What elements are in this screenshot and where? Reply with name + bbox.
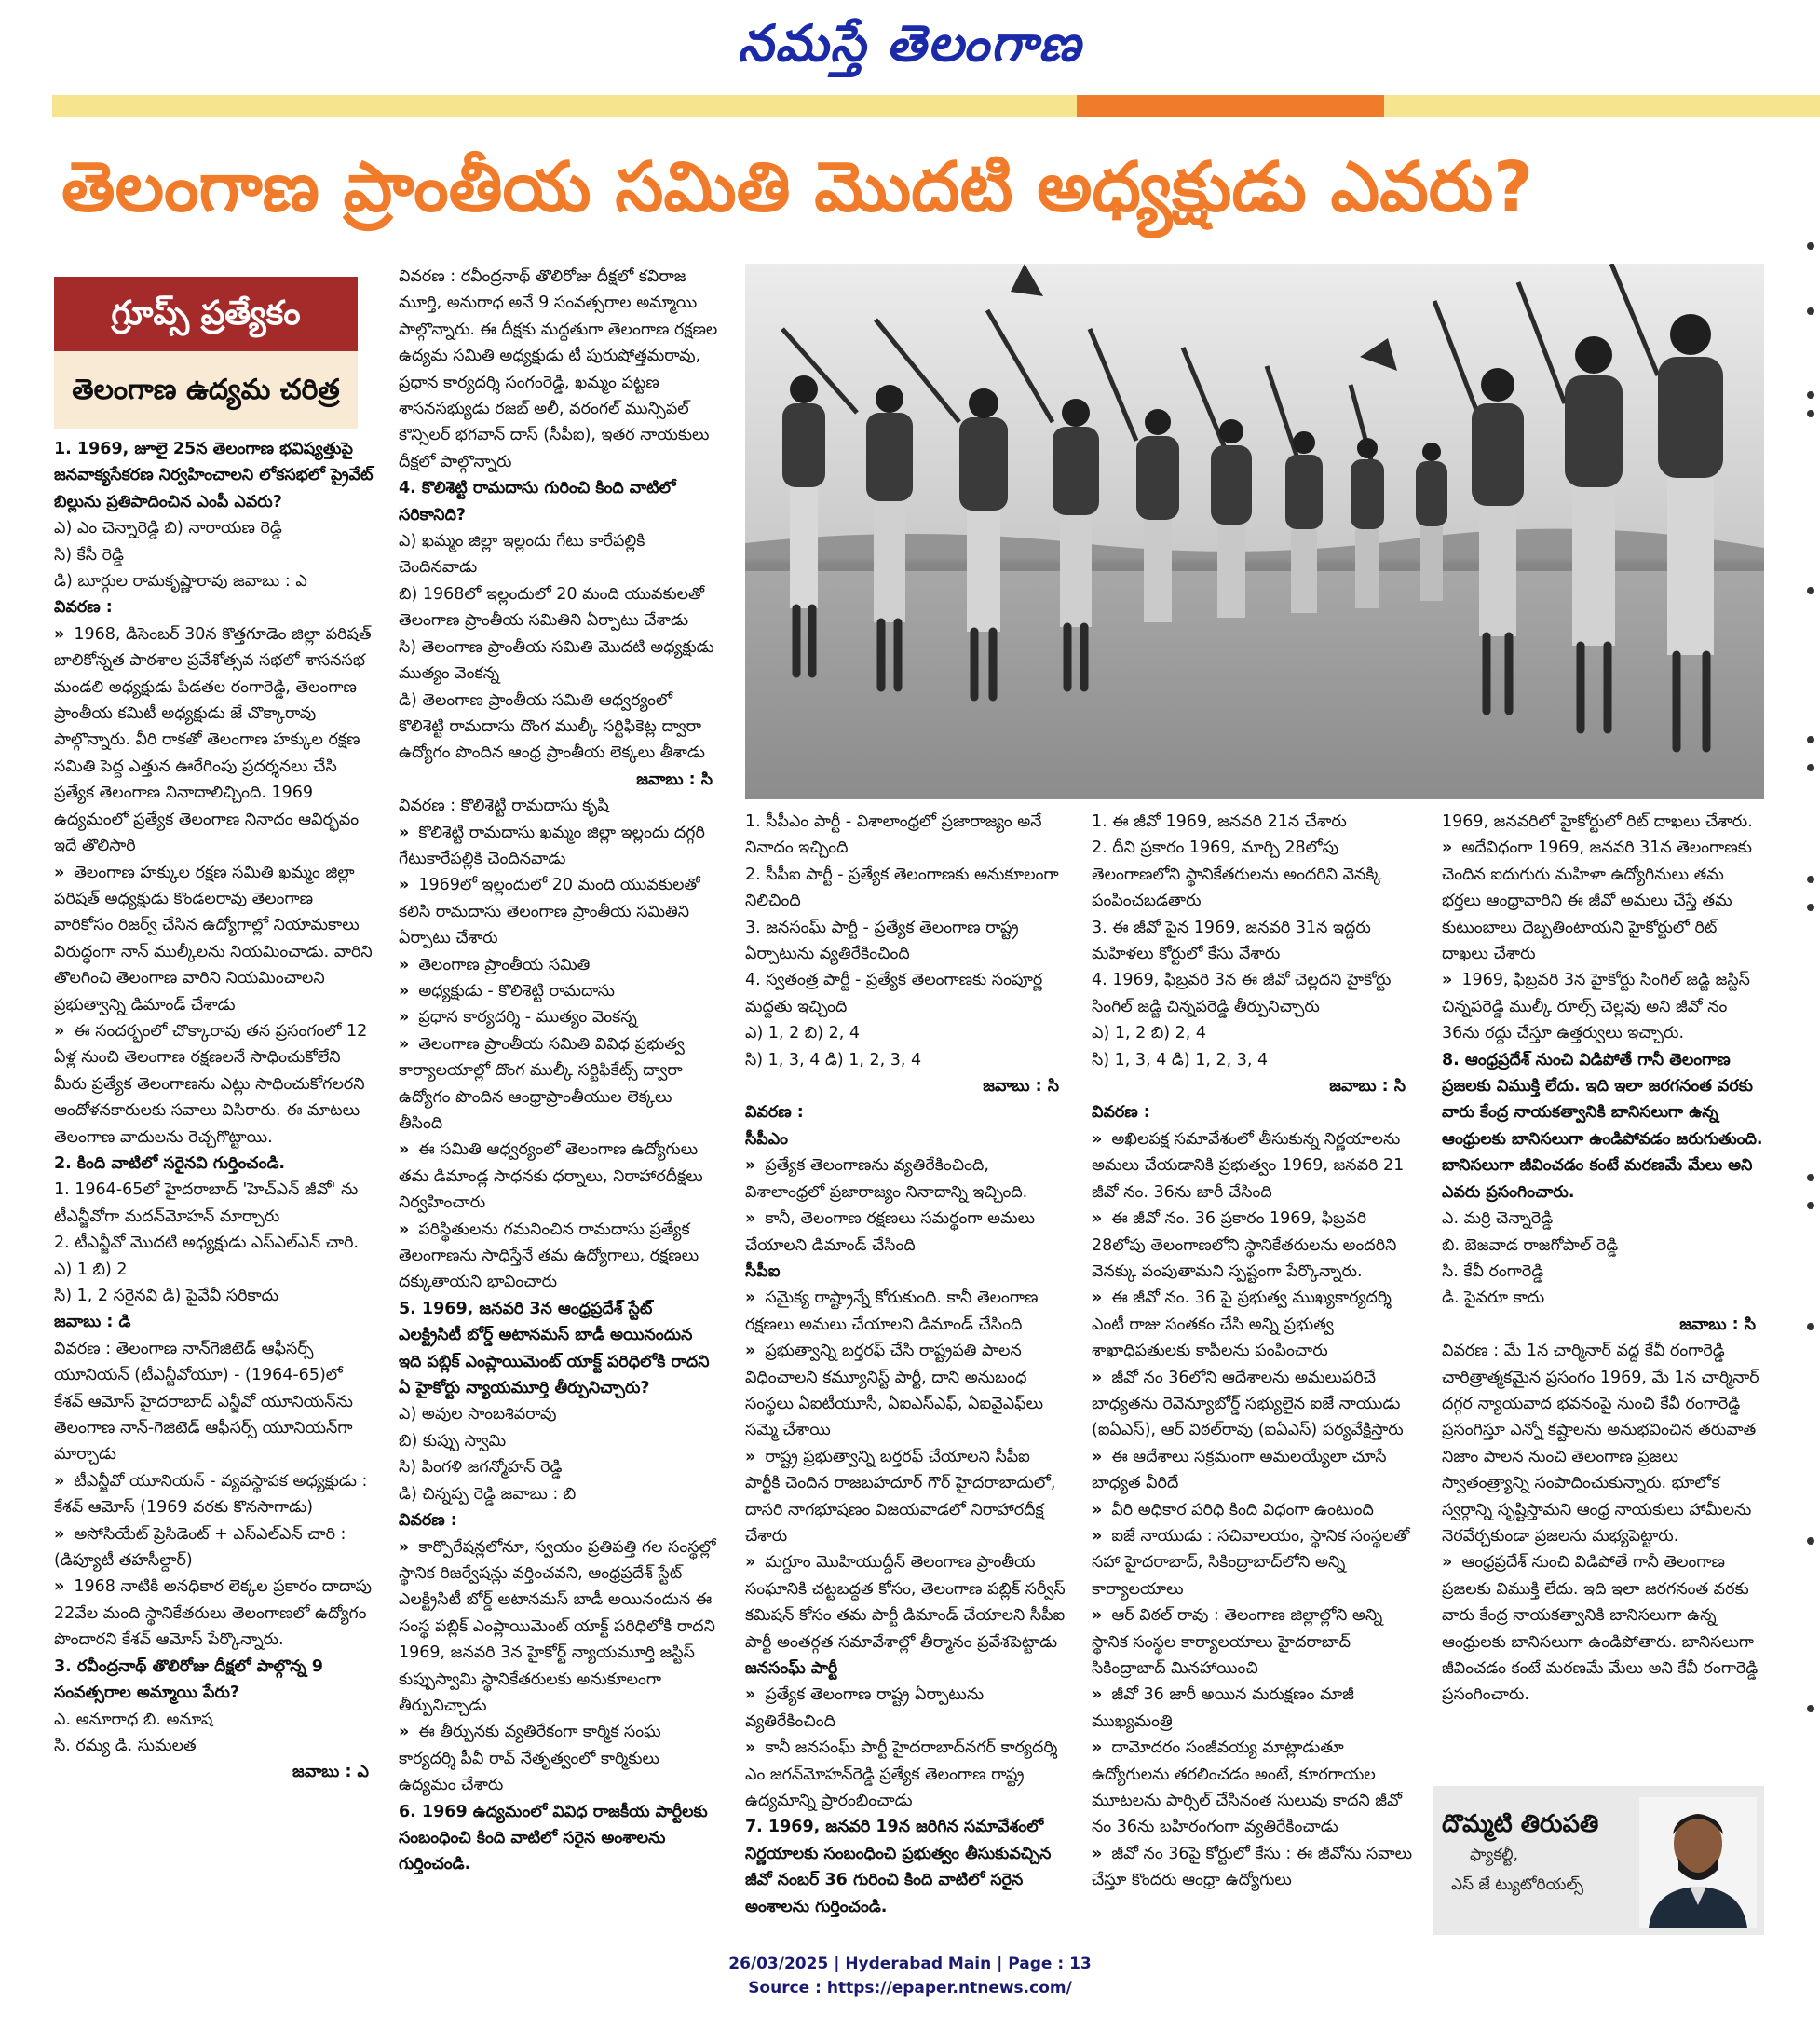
section-label: జనసంఘ్ పార్టీ [745, 1659, 838, 1678]
header-rule-accent [1077, 95, 1384, 117]
option-text: 3. జనసంఘ్ పార్టీ - ప్రత్యేక తెలంగాణ రాష్ట్ర ఏర్పాటును వ్యతిరేకించింది [745, 918, 1019, 964]
newspaper-logo: నమస్తే తెలంగాణ [738, 13, 1082, 73]
option-text: వివరణ : మే 1న చార్మినార్ వద్ద కేవీ రంగారెడ్డి చారిత్రాత్మకమైన ప్రసంగం 1969, మే 1న చార్మినార్ దగ్గర న్యాయవాద భవనంపై నుంచి కేవీ రంగారెడ్డి ప్రసంగిస్తూ ఎన్నో కష్టాలను అనుభవించిన తరువాత నిజాం పాలన నుంచి తెలంగాణ ప్రజలు స్వాతంత్ర్యాన్ని సంపాదించుకున్నారు. భూలోక స్వర్గాన్ని సృష్టిస్తామని ఆంధ్ర నాయకులు హామీలను నెరవేర్చకుండా ప్రజలను మభ్యపెట్టారు. [1442, 1342, 1759, 1546]
section-tag: గ్రూప్స్ ప్రత్యేకం [54, 277, 358, 351]
masthead [0, 0, 1820, 89]
author-name: దొమ్మటి తిరుపతి [1442, 1810, 1599, 1838]
bullet-point: » జీవో నం 36పై కోర్టులో కేసు : ఈ జీవోను సవాలు చేస్తూ కొందరు ఆంధ్రా ఉద్యోగులు [1092, 1841, 1413, 1894]
article-column-5 [1442, 809, 1763, 1787]
footer-source: Source : https://epaper.ntnews.com/ [748, 1979, 1072, 1997]
section-label: జవాబు : డి [54, 1313, 131, 1332]
bullet-point: » అదేవిధంగా 1969, జనవరి 31న తెలంగాణకు చెందిన ఐదుగురు మహిళా ఉద్యోగినులు తమ భర్తలు ఆంధ్రావారిని ఈ జీవో అమలు చేస్తే తమ కుటుంబాలు దెబ్బతింటాయని హైకోర్టులో రిట్ దాఖలు చేశారు [1442, 835, 1763, 967]
question-text: 6. 1969 ఉద్యమంలో వివిధ రాజకీయ పార్టీలకు సంబంధించి కింది వాటిలో సరైన అంశాలను గుర్తించండి. [399, 1802, 708, 1874]
edge-bullet [1807, 1537, 1814, 1545]
edge-bullet [1807, 904, 1814, 911]
article-column-3 [745, 809, 1066, 1927]
photo-illustration [745, 264, 1764, 799]
option-text: డి. పైవరూ కాదు [1442, 1288, 1545, 1308]
bullet-point: » ఈ జీవో నం. 36 ప్రకారం 1969, ఫిబ్రవరి 28లోపు తెలంగాణలోని స్థానికేతరులను అందరిని వెనక్కు పంపుతామని స్పష్టంగా పేర్కొన్నారు. [1092, 1206, 1413, 1285]
question-text: 2. కింది వాటిలో సరైనవి గుర్తించండి. [54, 1153, 286, 1173]
bullet-point: » ఈ జీవో నం. 36 పై ప్రభుత్వ ముఖ్యకార్యదర్శి ఎంటీ రాజు సంతకం చేసి అన్ని ప్రభుత్వ శాఖాధిపతులకు కాపీలను పంపించారు [1092, 1285, 1413, 1364]
bullet-point: » 1969లో ఇల్లందులో 20 మంది యువకులతో కలిసి రామదాసు తెలంగాణ ప్రాంతీయ సమితిని ఏర్పాటు చేశారు [399, 872, 720, 951]
bullet-point: » దామోదరం సంజీవయ్య మాట్లాడుతూ ఉద్యోగులను తరలించడం అంటే, కూరగాయల మూటలను పార్సిల్ చేసినంత సులువు కాదని జీవో నం 36ను బహిరంగంగా వ్యతిరేకించాడు [1092, 1735, 1413, 1841]
option-text: 1. సీపీఎం పార్టీ - విశాలాంధ్రలో ప్రజారాజ్యం అనే నినాదం ఇచ్చింది [745, 812, 1042, 858]
bullet-point: » ప్రత్యేక తెలంగాణ రాష్ట్ర ఏర్పాటును వ్యతిరేకించింది [745, 1682, 1066, 1735]
option-text: డి) తెలంగాణ ప్రాంతీయ సమితి ఆధ్వర్యంలో కొలిశెట్టి రామదాసు దొంగ ముల్కీ సర్టిఫికెట్ల ద్వారా ఉద్యోగం పొందిన ఆంధ్ర ప్రాంతీయ లెక్కలు తీశాడు [399, 690, 705, 763]
article-column-4 [1092, 809, 1413, 1927]
footer-date-edition: 26/03/2025 | Hyderabad Main | Page : 13 [728, 1955, 1092, 1973]
question-text: 7. 1969, జనవరి 19న జరిగిన సమావేశంలో నిర్ణయాలకు సంబంధించి ప్రభుత్వం తీసుకువచ్చిన జీవో నంబర్ 36 గురించి కింది వాటిలో సరైన అంశాలను గుర్తించండి. [745, 1818, 1052, 1916]
option-text: సి) 1, 2 సరైనవి డి) పైవేవీ సరికాదు [54, 1287, 279, 1305]
edge-bullet [1807, 1323, 1814, 1330]
edge-bullet [1807, 764, 1814, 771]
author-role: ఫ్యాకల్టీ, [1470, 1846, 1519, 1864]
bullet-point: » ప్రధాన కార్యదర్శి - ముత్యం వెంకన్న [399, 1004, 720, 1030]
option-text: సి) తెలంగాణ ప్రాంతీయ సమితి మొదటి అధ్యక్షుడు ముత్యం వెంకన్న [399, 637, 714, 684]
edge-bullet [1807, 242, 1814, 250]
section-label: వివరణ : [54, 598, 113, 618]
option-text: 1. ఈ జీవో 1969, జనవరి 21న చేశారు [1092, 812, 1347, 831]
answer-key: జవాబు : సి [1679, 1315, 1756, 1334]
option-text: వివరణ : రవీంద్రనాథ్ తొలిరోజు దీక్షలో కవిరాజ మూర్తి, అనురాధ అనే 9 సంవత్సరాల అమ్మాయి పాల్గొన్నారు. ఈ దీక్షకు మద్దతుగా తెలంగాణ రక్షణల ఉద్యమ సమితి అధ్యక్షుడు టీ పురుషోత్తమరావు, ప్రధాన కార్యదర్శి సంగంరెడ్డి, ఖమ్మం పట్టణ శాసనసభ్యుడు రజబ్ అలీ, వరంగల్ మున్సిపల్ కౌన్సిలర్ భగవాన్ దాస్ (సీపీఐ), ఇతర నాయకులు దీక్షలో పాల్గొన్నారు [399, 267, 718, 471]
edge-bullet [1807, 391, 1814, 399]
question-text: 1. 1969, జూలై 25న తెలంగాణ భవిష్యత్తుపై జనవాక్యసేకరణ నిర్వహించాలని లోకసభలో ప్రైవేట్ బిల్లును ప్రతిపాదించిన ఎంపీ ఎవరు? [54, 440, 374, 511]
bullet-point: » ఐజే నాయుడు : సచివాలయం, స్థానిక సంస్థలతో సహా హైదరాబాద్, సికింద్రాబాద్‌లోని అన్ని కార్యాలయాలు [1092, 1523, 1413, 1602]
option-text: సి) కేసీ రెడ్డి [54, 545, 124, 565]
bullet-point: » రాష్ట్ర ప్రభుత్వాన్ని బర్తరఫ్ చేయాలని సీపీఐ పార్టీకి చెందిన రాజబహదూర్ గౌర్ హైదరాబాదులో, దాసరి నాగభూషణం విజయవాడలో నిరాహారదీక్ష చేశారు [745, 1444, 1066, 1550]
section-label: వివరణ : [1092, 1103, 1150, 1123]
option-text: వివరణ : తెలంగాణ నాన్‌గెజిటెడ్ ఆఫీసర్స్ యూనియన్ (టీఎన్జీవోయూ) - (1964-65)లో కేశవ్ ఆమోస్ హైదరాబాద్ ఎన్జీవో యూనియన్‌ను తెలంగాణ నాన్-గెజిటెడ్ ఆఫీసర్స్ యూనియన్‌గా మార్చాడు [54, 1339, 353, 1465]
option-text: బి) 1968లో ఇల్లందులో 20 మంది యువకులతో తెలంగాణ ప్రాంతీయ సమితిని ఏర్పాటు చేశాడు [399, 584, 705, 631]
answer-key: జవాబు : సి [1329, 1077, 1406, 1097]
bullet-point: » కార్పొరేషన్లలోనూ, స్వయం ప్రతిపత్తి గల సంస్థల్లో స్థానిక రిజర్వేషన్లు వర్తించవని, ఆంధ్రప్రదేశ్ స్టేట్ ఎలక్ట్రిసిటీ బోర్డ్ అటానమస్ బాడీ అయినందున ఈ సంస్థ పబ్లిక్ ఎంప్లాయిమెంట్ యాక్ట్ పరిధిలోకి రాదని 1969, జనవరి 3న హైకోర్ట్ న్యాయమూర్తి జస్టిస్ కుప్పుస్వామి స్థానికేతరులకు అనుకూలంగా తీర్పునిచ్చాడు [399, 1534, 720, 1720]
question-text: 3. రవీంద్రనాథ్ తొలిరోజు దీక్షలో పాల్గొన్న 9 సంవత్సరాల అమ్మాయి పేరు? [54, 1656, 323, 1703]
section-label: వివరణ : [399, 1511, 457, 1531]
option-text: 2. టీఎన్జీవో మొదటి అధ్యక్షుడు ఎస్ఎల్ఎన్ చారి. [54, 1233, 360, 1253]
option-text: సి) 1, 3, 4 డి) 1, 2, 3, 4 [1092, 1050, 1269, 1070]
bullet-point: » ప్రత్యేక తెలంగాణను వ్యతిరేకించింది, విశాలాంధ్రలో ప్రజారాజ్యం నినాదాన్ని ఇచ్చింది. [745, 1152, 1066, 1206]
answer-key: జవాబు : సి [983, 1077, 1059, 1097]
bullet-point: » కానీ జనసంఘ్ పార్టీ హైదరాబాద్‌నగర్ కార్యదర్శి ఎం జగన్‌మోహన్‌రెడ్డి ప్రత్యేక తెలంగాణ రాష్ట్ర ఉద్యమాన్ని ప్రారంభించాడు [745, 1735, 1066, 1814]
question-text: 8. ఆంధ్రప్రదేశ్ నుంచి విడిపోతే గానీ తెలంగాణ ప్రజలకు విముక్తి లేదు. ఇది ఇలా జరగనంత వరకు వారు కేంద్ర నాయకత్వానికి బానిసలుగా ఉన్న ఆంధ్రులకు బానిసలుగా ఉండిపోవడం జరుగుతుంది. బానిసలుగా జీవించడం కంటే మరణమే మేలు అని ఎవరు ప్రసంగించారు. [1442, 1050, 1763, 1202]
option-text: 1. 1964-65లో హైదరాబాద్ 'హెచ్ఎన్ జీవో' ను టీఎన్జీవోగా మదన్‌మోహన్ మార్చారు [54, 1180, 359, 1226]
option-text: 1969, జనవరిలో హైకోర్టులో రిట్ దాఖలు చేశారు. [1442, 812, 1753, 831]
option-text: 2. దీని ప్రకారం 1969, మార్చి 28లోపు తెలంగాణలోని స్థానికేతరులను అందరిని వెనక్కి పంపించబడతారు [1092, 838, 1382, 911]
page-headline: తెలంగాణ ప్రాంతీయ సమితి మొదటి అధ్యక్షుడు ఎవరు? [61, 147, 1534, 227]
bullet-point: » కొలిశెట్టి రామదాసు ఖమ్మం జిల్లా ఇల్లందు దగ్గరి గేటుకారేపల్లికి చెందినవాడు [399, 820, 720, 873]
bullet-point: » ఈ సందర్భంలో చొక్కారావు తన ప్రసంగంలో 12 ఏళ్ల నుంచి తెలంగాణ రక్షణలనే సాధించుకోలేని మీరు ప్రత్యేక తెలంగాణను ఎట్లు సాధించుకోగలరని ఆందోళనకారులకు సవాలు విసిరారు. ఈ మాటలు తెలంగాణ వాదులను రెచ్చగొట్టాయి. [54, 1018, 376, 1151]
author-box [1433, 1786, 1764, 1935]
option-text: వివరణ : కొలిశెట్టి రామదాసు కృషి [399, 797, 609, 816]
section-label: సీపీఎం [745, 1129, 789, 1149]
article-column-1 [54, 436, 376, 1922]
author-institute: ఎస్ జే ట్యుటోరియల్స్ [1451, 1875, 1584, 1894]
option-text: ఎ) 1, 2 బి) 2, 4 [745, 1024, 861, 1043]
article-column-2 [399, 264, 720, 1927]
option-text: ఎ. మర్రి చెన్నారెడ్డి [1442, 1209, 1554, 1229]
option-text: బి) కుప్పు స్వామి [399, 1431, 507, 1451]
edge-bullet [1807, 1705, 1814, 1712]
bullet-point: » ఆంధ్రప్రదేశ్ నుంచి విడిపోతే గానీ తెలంగాణ ప్రజలకు విముక్తి లేదు. ఇది ఇలా జరగనంత వరకు వారు కేంద్ర నాయకత్వానికి బానిసలుగా ఉన్న ఆంధ్రులకు బానిసలుగా ఉండిపోతారు. బానిసలుగా జీవించడం కంటే మరణమే మేలు అని కేవీ రంగారెడ్డి ప్రసంగించారు. [1442, 1549, 1763, 1708]
edge-bullet [1807, 410, 1814, 417]
bullet-point: » ఆర్ విఠల్ రావు : తెలంగాణ జిల్లాల్లోని అన్ని స్థానిక సంస్థల కార్యాలయాలు హైదరాబాద్ సికింద్రాబాద్ మినహాయించి [1092, 1602, 1413, 1682]
option-text: సి. రమ్య డి. సుమలత [54, 1736, 197, 1755]
bullet-point: » వీరి అధికార పరిధి కింది విధంగా ఉంటుంది [1092, 1497, 1413, 1523]
archival-photo-marchers [745, 264, 1764, 799]
option-text: సి) 1, 3, 4 డి) 1, 2, 3, 4 [745, 1050, 922, 1070]
bullet-point: » సమైక్య రాష్ట్రాన్నే కోరుకుంది. కానీ తెలంగాణ రక్షణలు అమలు చేయాలని డిమాండ్ చేసింది [745, 1285, 1066, 1338]
option-text: ఎ) 1, 2 బి) 2, 4 [1092, 1024, 1207, 1043]
option-text: 3. ఈ జీవో పైన 1969, జనవరి 31న ఇద్దరు మహిళలు కోర్టులో కేసు వేశారు [1092, 918, 1371, 964]
option-text: ఎ) ఎం చెన్నారెడ్డి బి) నారాయణ రెడ్డి [54, 519, 282, 538]
option-text: 4. స్వతంత్ర పార్టీ - ప్రత్యేక తెలంగాణకు సంపూర్ణ మద్దతు ఇచ్చింది [745, 971, 1043, 1016]
bullet-point: » తెలంగాణ ప్రాంతీయ సమితి వివిధ ప్రభుత్వ కార్యాలయాల్లో దొంగ ముల్కీ సర్టిఫికేట్స్ ద్వారా ఉద్యోగం పొందిన ఆంధ్రాప్రాంతీయుల లెక్కలు తీసింది [399, 1031, 720, 1138]
option-text: ఎ) 1 బి) 2 [54, 1260, 128, 1279]
bullet-point: » అధ్యక్షుడు - కొలిశెట్టి రామదాసు [399, 978, 720, 1004]
option-text: 4. 1969, ఫిబ్రవరి 3న ఈ జీవో చెల్లదని హైకోర్టు సింగిల్ జడ్జి చిన్నపరెడ్డి తీర్పునిచ్చారు [1092, 971, 1392, 1016]
bullet-point: » ఈ తీర్పునకు వ్యతిరేకంగా కార్మిక సంఘ కార్యదర్శి పీవీ రావ్ నేతృత్వంలో కార్మికులు ఉద్యమం చేశారు [399, 1719, 720, 1798]
edge-bullet [1807, 307, 1814, 315]
bullet-point: » 1969, ఫిబ్రవరి 3న హైకోర్టు సింగిల్ జడ్జి జస్టిస్ చిన్నపరెడ్డి ముల్కీ రూల్స్ చెల్లవు అని జీవో నం 36ను రద్దు చేస్తూ ఉత్తర్వులు ఇచ్చారు. [1442, 967, 1763, 1046]
option-text: సి) పింగళి జగన్మోహన్ రెడ్డి [399, 1458, 563, 1478]
bullet-point: » ఈ సమితి ఆధ్వర్యంలో తెలంగాణ ఉద్యోగులు తమ డిమాండ్ల సాధనకు ధర్నాలు, నిరాహారదీక్షలు నిర్వహించారు [399, 1137, 720, 1216]
bullet-point: » పరిస్థితులను గమనించిన రామదాసు ప్రత్యేక తెలంగాణను సాధిస్తేనే తమ ఉద్యోగాలు, రక్షణలు దక్కుతాయని భావించారు [399, 1217, 720, 1296]
topic-tag: తెలంగాణ ఉద్యమ చరిత్ర [54, 351, 358, 429]
bullet-point: » అసోసియేట్ ప్రెసిడెంట్ + ఎస్ఎల్ఎన్ చారి : (డిప్యూటీ తహసీల్దార్) [54, 1521, 376, 1574]
answer-key: జవాబు : ఎ [292, 1763, 369, 1782]
bullet-point: » కానీ, తెలంగాణ రక్షణలు సమర్థంగా అమలు చేయాలని డిమాండ్ చేసింది [745, 1206, 1066, 1259]
bullet-point: » జీవో 36 జారీ అయిన మరుక్షణం మాజీ ముఖ్యమంత్రి [1092, 1682, 1413, 1735]
bullet-point: » ఈ ఆదేశాలు సక్రమంగా అమలయ్యేలా చూసే బాధ్యత వీరిదే [1092, 1444, 1413, 1497]
option-text: ఎ. అనూరాధ బి. అనూష [54, 1710, 213, 1729]
edge-bullet [1807, 876, 1814, 883]
option-text: 2. సీపీఐ పార్టీ - ప్రత్యేక తెలంగాణకు అనుకూలంగా నిలిచింది [745, 865, 1059, 911]
bullet-point: » 1968, డిసెంబర్ 30న కొత్తగూడెం జిల్లా పరిషత్ బాలికోన్నత పాఠశాల ప్రవేశోత్సవ సభలో శాసనసభ మండలి అధ్యక్షుడు పిడతల రంగారెడ్డి, తెలంగాణ ప్రాంతీయ కమిటీ అధ్యక్షుడు జే చొక్కారావు పాల్గొన్నారు. వీరి రాకతో తెలంగాణ హక్కుల రక్షణ సమితి పెద్ద ఎత్తున ఊరేగింపు ప్రదర్శనలు చేసి ప్రత్యేక తెలంగాణ నినాదాలిచ్చింది. 1969 ఉద్యమంలో ప్రత్యేక తెలంగాణ నినాదం ఆవిర్భవం ఇదే తొలిసారి [54, 621, 376, 860]
option-text: బి. బెజవాడ రాజగోపాల్ రెడ్డి [1442, 1235, 1619, 1255]
section-label: సీపీఐ [745, 1261, 781, 1281]
edge-bullet [1807, 1174, 1814, 1181]
edge-bullet [1807, 1202, 1814, 1209]
bullet-point: » టీఎన్జీవో యూనియన్ - వ్యవస్థాపక అధ్యక్షుడు : కేశవ్ ఆమోస్ (1969 వరకు కొనసాగాడు) [54, 1468, 376, 1521]
option-text: డి) చిన్నప్ప రెడ్డి జవాబు : బి [399, 1484, 577, 1504]
bullet-point: » తెలంగాణ ప్రాంతీయ సమితి [399, 952, 720, 978]
option-text: సి. కేవీ రంగారెడ్డి [1442, 1261, 1544, 1281]
section-label: వివరణ : [745, 1103, 804, 1123]
option-text: డి) బూర్గుల రామకృష్ణారావు జవాబు : ఎ [54, 572, 307, 592]
adjacent-page-edge [1803, 121, 1820, 1938]
question-text: 5. 1969, జనవరి 3న ఆంధ్రప్రదేశ్ స్టేట్ ఎలక్ట్రిసిటీ బోర్డ్ అటానమస్ బాడీ అయినందున ఇది పబ్లిక్ ఎంప్లాయిమెంట్ యాక్ట్ పరిధిలోకి రాదని ఏ హైకోర్టు న్యాయమూర్తి తీర్పునిచ్చారు? [399, 1299, 710, 1398]
header-rule [52, 95, 1820, 117]
option-text: ఎ) ఖమ్మం జిల్లా ఇల్లందు గేటు కారేపల్లికి చెందినవాడు [399, 532, 645, 578]
bullet-point: » అఖిలపక్ష సమావేశంలో తీసుకున్న నిర్ణయాలను అమలు చేయడానికి ప్రభుత్వం 1969, జనవరి 21 జీవో నం. 36ను జారీ చేసింది [1092, 1126, 1413, 1206]
edge-bullet [1807, 736, 1814, 743]
bullet-point: » తెలంగాణ హక్కుల రక్షణ సమితి ఖమ్మం జిల్లా పరిషత్ అధ్యక్షుడు కొండలరావు తెలంగాణ వారికోసం రిజర్వ్ చేసిన ఉద్యోగాల్లో నియామకాలు విరుద్ధంగా నాన్ ముల్కీలను నియమించాడు. వారిని తొలగించి తెలంగాణ వారిని నియమించాలని ప్రభుత్వాన్ని డిమాండ్ చేశాడు [54, 860, 376, 1018]
edge-bullet [1807, 587, 1814, 594]
option-text: ఎ) అవుల సాంబశివరావు [399, 1405, 557, 1424]
answer-key: జవాబు : సి [636, 770, 713, 789]
bullet-point: » మగ్దూం మొహియుద్దీన్ తెలంగాణ ప్రాంతీయ సంఘానికి చట్టబద్ధత కోసం, తెలంగాణ పబ్లిక్ సర్వీస్ కమిషన్ కోసం తమ పార్టీ డిమాండ్ చేయాలని సీపీఐ పార్టీ అంతర్గత సమావేశాల్లో తీర్మానం ప్రవేశపెట్టాడు [745, 1549, 1066, 1656]
question-text: 4. కొలిశెట్టి రామదాసు గురించి కింది వాటిలో సరికానిది? [399, 479, 676, 525]
avatar [1639, 1797, 1757, 1928]
bullet-point: » 1968 నాటికి అనధికార లెక్కల ప్రకారం దాదాపు 22వేల మంది స్థానికేతరులు తెలంగాణలో ఉద్యోగం పొందారని కేశవ్ ఆమోస్ పేర్కొన్నారు. [54, 1574, 376, 1653]
bullet-point: » జీవో నం 36లోని ఆదేశాలను అమలుపరిచే బాధ్యతను రెవెన్యూబోర్డ్ సభ్యులైన ఐజే నాయుడు (ఐఏఎస్), ఆర్ విఠల్‌రావు (ఐఏఎస్) పర్యవేక్షిస్తారు [1092, 1365, 1413, 1444]
author-photo-icon [1639, 1797, 1757, 1928]
bullet-point: » ప్రభుత్వాన్ని బర్తరఫ్ చేసి రాష్ట్రపతి పాలన విధించాలని కమ్యూనిస్ట్ పార్టీ, దాని అనుబంధ సంస్థలు ఏఐటీయూసీ, ఏఐఎస్ఎఫ్, ఏఐవైఎఫ్‌లు సమ్మె చేశాయి [745, 1338, 1066, 1444]
